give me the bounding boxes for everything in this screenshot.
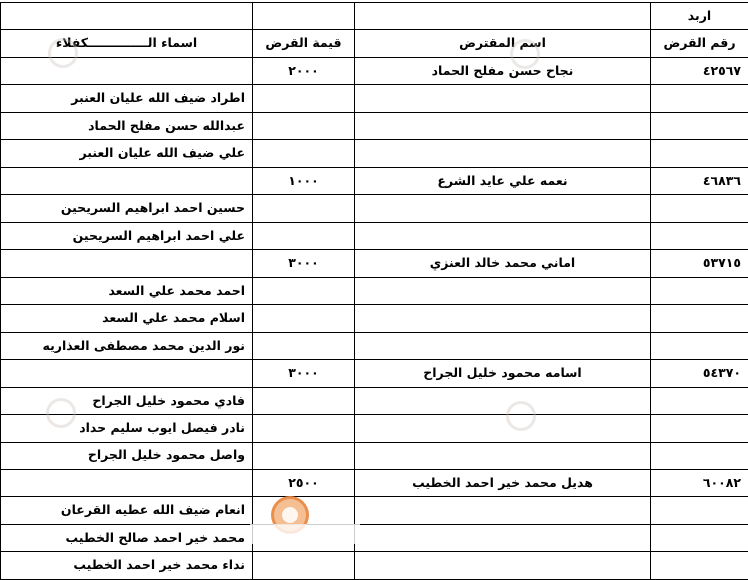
loan-row bbox=[1, 57, 748, 84]
guarantor-row bbox=[1, 332, 748, 359]
guarantor-name: اطراد ضيف الله عليان العنبر bbox=[1, 85, 253, 112]
guarantor-row bbox=[1, 552, 748, 580]
loan-value: ٢٥٠٠ bbox=[253, 469, 355, 496]
guarantor-name: فادي محمود خليل الجراح bbox=[1, 387, 253, 414]
guarantor-row bbox=[1, 140, 748, 167]
guarantor-name: نور الدين محمد مصطفى العذاريه bbox=[1, 332, 253, 359]
borrower-name-header: اسم المقترض bbox=[355, 30, 651, 57]
loan-value: ٣٠٠٠ bbox=[253, 360, 355, 387]
loan-value: ٢٠٠٠ bbox=[253, 57, 355, 84]
loan-value: ٣٠٠٠ bbox=[253, 250, 355, 277]
guarantor-row bbox=[1, 222, 748, 249]
guarantor-name: انعام ضيف الله عطيه القرعان bbox=[1, 497, 253, 524]
guarantor-row bbox=[1, 442, 748, 469]
loans-table bbox=[0, 2, 748, 580]
borrower-name: نعمه علي عايد الشرع bbox=[355, 167, 651, 194]
watermark-band bbox=[250, 524, 360, 544]
loan-number: ٤٦٨٣٦ bbox=[651, 167, 748, 194]
guarantor-name: عبدالله حسن مفلح الحماد bbox=[1, 112, 253, 139]
guarantor-row bbox=[1, 524, 748, 551]
loan-number: ٥٣٧١٥ bbox=[651, 250, 748, 277]
guarantor-row bbox=[1, 277, 748, 304]
guarantor-row bbox=[1, 112, 748, 139]
guarantor-row bbox=[1, 415, 748, 442]
guarantor-row bbox=[1, 85, 748, 112]
guarantor-name: اسلام محمد علي السعد bbox=[1, 305, 253, 332]
borrower-name: هديل محمد خير احمد الخطيب bbox=[355, 469, 651, 496]
loan-row bbox=[1, 360, 748, 387]
borrower-name: نجاح حسن مفلح الحماد bbox=[355, 57, 651, 84]
city-label: اربد bbox=[651, 3, 748, 30]
borrower-name: اسامه محمود خليل الجراح bbox=[355, 360, 651, 387]
loan-number: ٦٠٠٨٢ bbox=[651, 469, 748, 496]
loan-row bbox=[1, 250, 748, 277]
guarantor-row bbox=[1, 497, 748, 524]
guarantor-name: علي ضيف الله عليان العنبر bbox=[1, 140, 253, 167]
loan-row bbox=[1, 167, 748, 194]
title-row bbox=[1, 3, 748, 30]
guarantor-name: واصل محمود خليل الجراح bbox=[1, 442, 253, 469]
guarantor-name: حسين احمد ابراهيم السريحين bbox=[1, 195, 253, 222]
guarantor-name: محمد خير احمد صالح الخطيب bbox=[1, 524, 253, 551]
guarantors-header: اسماء الــــــــــــــكفلاء bbox=[1, 30, 253, 57]
loan-value: ١٠٠٠ bbox=[253, 167, 355, 194]
guarantor-name: نداء محمد خير احمد الخطيب bbox=[1, 552, 253, 580]
loan-number: ٤٢٥٦٧ bbox=[651, 57, 748, 84]
guarantor-row bbox=[1, 387, 748, 414]
guarantor-row bbox=[1, 305, 748, 332]
loan-number-header: رقم القرض bbox=[651, 30, 748, 57]
guarantor-row bbox=[1, 195, 748, 222]
guarantor-name: علي احمد ابراهيم السريحين bbox=[1, 222, 253, 249]
guarantor-name: نادر فيصل ايوب سليم حداد bbox=[1, 415, 253, 442]
header-row bbox=[1, 30, 748, 57]
loan-number: ٥٤٣٧٠ bbox=[651, 360, 748, 387]
guarantor-name: احمد محمد علي السعد bbox=[1, 277, 253, 304]
borrower-name: اماني محمد خالد العنزي bbox=[355, 250, 651, 277]
loan-row bbox=[1, 469, 748, 496]
loan-value-header: قيمة القرض bbox=[253, 30, 355, 57]
